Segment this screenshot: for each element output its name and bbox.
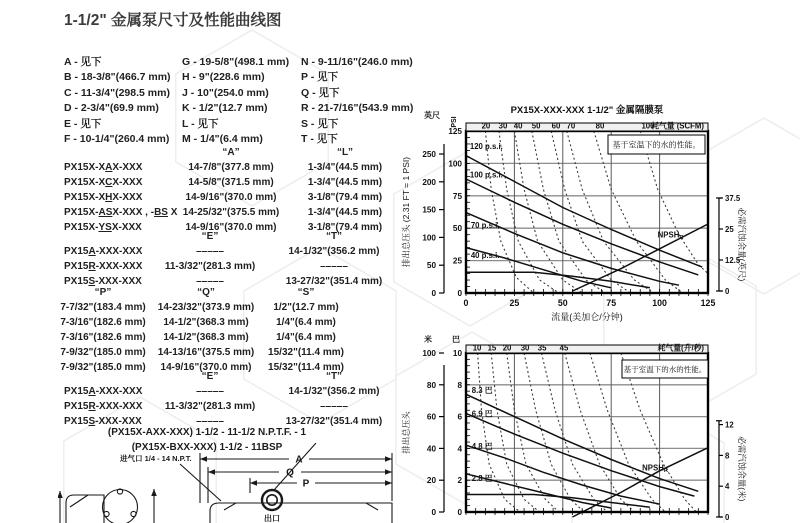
dim-p-value: 7-7/32"(183.4 mm): [60, 302, 146, 313]
svg-text:125: 125: [448, 127, 462, 136]
dim-l-value: 3-1/8"(79.4 mm): [307, 222, 383, 233]
dim-l-value: 1-3/4"(44.5 mm): [307, 207, 383, 218]
dimension-legend-col1: [64, 55, 171, 147]
dim-item: L - 见下: [182, 117, 219, 130]
dim-item: H - 9"(228.6 mm): [182, 71, 265, 84]
dim-item: N - 9-11/16"(246.0 mm): [301, 56, 413, 68]
dim-s-value: 1/2"(12.7 mm): [273, 302, 339, 313]
svg-text:20: 20: [502, 343, 512, 353]
dimension-legend-col3: [301, 55, 413, 147]
column-header-q: “Q”: [197, 287, 215, 298]
svg-text:80: 80: [595, 121, 605, 131]
svg-text:4.8 巴: 4.8 巴: [471, 442, 493, 452]
model-number: PX15S-XXX-XXX: [64, 276, 142, 287]
svg-text:60: 60: [551, 121, 561, 131]
dim-l-value: 3-1/8"(79.4 mm): [307, 192, 383, 203]
svg-text:0: 0: [725, 513, 730, 522]
svg-text:耗气量(升/秒): 耗气量(升/秒): [657, 343, 704, 353]
column-header-a: “A”: [222, 147, 240, 158]
dim-q-letter: Q: [286, 467, 294, 479]
svg-text:30: 30: [498, 121, 508, 131]
svg-text:6: 6: [457, 412, 462, 422]
dim-p-value: 7-9/32"(185.0 mm): [60, 347, 146, 358]
svg-text:20: 20: [481, 121, 491, 131]
column-header-t: “T”: [325, 371, 343, 382]
svg-text:PSI: PSI: [451, 116, 458, 128]
column-header-l: “L”: [336, 147, 354, 158]
table-p-q-s: [52, 285, 354, 375]
dim-item: A - 见下: [64, 56, 102, 68]
svg-text:100 p.s.i.: 100 p.s.i.: [469, 170, 503, 180]
svg-text:60: 60: [426, 412, 436, 422]
dim-a-value: 14-25/32"(375.5 mm): [182, 207, 280, 218]
svg-text:6.9 巴: 6.9 巴: [471, 409, 493, 419]
dim-item: E - 见下: [64, 117, 102, 130]
performance-chart-metric: [398, 323, 800, 523]
thread-spec-bsp: (PX15X-BXX-XXX) 1-1/2 - 11BSP: [131, 441, 283, 453]
model-number: PX15X-ASX-XXX , -BS X: [64, 207, 178, 218]
svg-text:100: 100: [448, 159, 462, 169]
model-number: PX15A-XXX-XXX: [64, 386, 143, 397]
svg-text:40: 40: [426, 444, 436, 454]
svg-text:排出总压头: 排出总压头: [401, 411, 411, 454]
svg-text:20: 20: [426, 476, 436, 486]
dim-item: P - 见下: [301, 71, 339, 84]
svg-text:35: 35: [537, 343, 547, 353]
svg-text:2.8 巴: 2.8 巴: [471, 473, 493, 483]
svg-text:米: 米: [424, 335, 432, 344]
dim-q-value: 14-1/2"(368.3 mm): [163, 317, 249, 328]
dim-t-value: –––––: [320, 261, 348, 272]
dim-p-value: 7-3/16"(182.6 mm): [60, 332, 146, 343]
dim-q-value: 14-23/32"(373.9 mm): [157, 302, 255, 313]
dim-s-value: 1/4"(6.4 mm): [276, 332, 336, 343]
dim-a-value: 14-9/16"(370.0 mm): [185, 192, 277, 203]
svg-text:巴: 巴: [452, 335, 460, 344]
svg-text:100: 100: [422, 233, 436, 243]
svg-text:50: 50: [452, 224, 462, 234]
model-number: PX15X-YSX-XXX: [64, 222, 142, 233]
dim-e-value: 11-3/32"(281.3 mm): [164, 261, 256, 272]
model-number: PX15X-XHX-XXX: [64, 192, 143, 203]
svg-text:70 p.s.i.: 70 p.s.i.: [470, 221, 500, 231]
svg-text:必需汽蚀余量(米): 必需汽蚀余量(米): [737, 436, 747, 502]
performance-chart-imperial: [398, 98, 800, 328]
svg-text:12: 12: [725, 420, 734, 430]
model-number: PX15R-XXX-XXX: [64, 261, 143, 272]
svg-text:120 p.s.i.: 120 p.s.i.: [469, 142, 503, 152]
svg-text:200: 200: [422, 177, 436, 187]
table-a-l: [64, 145, 398, 235]
dim-item: F - 10-1/4"(260.4 mm): [64, 133, 170, 146]
svg-text:100: 100: [641, 121, 655, 131]
svg-text:0: 0: [431, 508, 436, 517]
svg-text:NPSHR: NPSHR: [657, 230, 684, 241]
table-corner: [64, 145, 170, 160]
svg-text:70: 70: [566, 121, 576, 131]
dim-item: M - 1/4"(6.4 mm): [182, 133, 263, 146]
model-number: PX15S-XXX-XXX: [64, 416, 142, 427]
dim-s-value: 1/4"(6.4 mm): [276, 317, 336, 328]
svg-text:25: 25: [452, 256, 462, 266]
svg-text:PX15X-XXX-XXX 1-1/2" 金属隔膜泵: PX15X-XXX-XXX 1-1/2" 金属隔膜泵: [510, 105, 664, 116]
dim-item: G - 19-5/8"(498.1 mm): [182, 56, 290, 68]
column-header-t: “T”: [325, 231, 343, 242]
side-view-outline: [66, 495, 104, 523]
dim-item: B - 18-3/8"(466.7 mm): [64, 71, 171, 84]
dim-s-value: 15/32"(11.4 mm): [268, 347, 344, 358]
column-header-e: “E”: [201, 371, 219, 382]
svg-text:基于室温下的水的性能。: 基于室温下的水的性能。: [612, 140, 701, 150]
svg-text:15: 15: [487, 343, 497, 353]
table-e-t: [64, 229, 402, 289]
svg-text:50: 50: [531, 121, 541, 131]
dim-q-value: 14-13/16"(375.5 mm): [157, 347, 255, 358]
dimension-arrowheads: [58, 456, 392, 498]
dim-e-value: 11-3/32"(281.3 mm): [164, 401, 256, 412]
svg-text:40: 40: [513, 121, 523, 131]
dim-p-value: 7-9/32"(185.0 mm): [60, 362, 146, 373]
svg-text:流量(美加仑/分钟): 流量(美加仑/分钟): [551, 312, 623, 322]
svg-text:2: 2: [457, 476, 462, 486]
table-e-t-repeat: [64, 369, 402, 429]
inlet-port-label: 进气口 1/4 - 14 N.P.T.: [120, 454, 192, 463]
svg-text:英尺: 英尺: [424, 111, 440, 120]
svg-text:125: 125: [700, 298, 716, 308]
dim-p-value: 7-3/16"(182.6 mm): [60, 317, 146, 328]
dim-a-value: 14-5/8"(371.5 mm): [188, 177, 274, 188]
column-header-e: “E”: [201, 231, 219, 242]
dim-q-value: 14-1/2"(368.3 mm): [163, 332, 249, 343]
svg-text:0: 0: [431, 289, 436, 298]
dim-s-value: 15/32"(11.4 mm): [268, 362, 344, 373]
table-corner: [64, 369, 154, 384]
svg-text:50: 50: [426, 261, 436, 271]
dim-t-value: 13-27/32"(351.4 mm): [285, 276, 383, 287]
svg-text:100: 100: [652, 298, 667, 308]
outlet-port: [262, 490, 282, 510]
model-number: PX15X-XCX-XXX: [64, 177, 143, 188]
dim-t-value: 14-1/32"(356.2 mm): [288, 246, 380, 257]
svg-text:8.3 巴: 8.3 巴: [471, 385, 493, 395]
dim-item: K - 1/2"(12.7 mm): [182, 102, 268, 115]
svg-text:4: 4: [725, 482, 730, 492]
model-number: PX15X-XAX-XXX: [64, 162, 143, 173]
svg-text:必需汽蚀余量(英尺): 必需汽蚀余量(英尺): [737, 207, 747, 282]
svg-text:8: 8: [725, 451, 730, 461]
svg-text:80: 80: [426, 380, 436, 390]
dim-a-letter: A: [295, 454, 303, 466]
svg-text:排出总压头 (2.31 FT = 1 PSI): 排出总压头 (2.31 FT = 1 PSI): [401, 156, 411, 268]
dim-item: T - 见下: [301, 133, 338, 146]
dim-l-value: 1-3/4"(44.5 mm): [307, 177, 383, 188]
dim-item: Q - 见下: [301, 86, 340, 99]
dim-item: C - 11-3/4"(298.5 mm): [64, 86, 170, 99]
pump-dimension-drawing: [58, 443, 400, 523]
column-header-p: “P”: [94, 287, 112, 298]
svg-text:45: 45: [559, 343, 569, 353]
outlet-label: 出口: [264, 514, 280, 523]
svg-text:12.5: 12.5: [725, 256, 741, 265]
svg-text:75: 75: [606, 298, 617, 308]
dim-item: J - 10"(254.0 mm): [182, 86, 269, 99]
table-corner: [64, 229, 154, 244]
dim-item: D - 2-3/4"(69.9 mm): [64, 102, 159, 115]
dim-e-value: –––––: [196, 276, 224, 287]
drawing-lines: [60, 443, 392, 523]
dim-p-letter: P: [302, 478, 310, 490]
dim-e-value: –––––: [196, 416, 224, 427]
model-number: PX15A-XXX-XXX: [64, 246, 143, 257]
dim-e-value: –––––: [196, 246, 224, 257]
svg-text:8: 8: [457, 380, 462, 390]
dim-t-value: –––––: [320, 401, 348, 412]
svg-text:25: 25: [509, 298, 520, 308]
svg-text:0: 0: [725, 287, 730, 296]
dim-item: R - 21-7/16"(543.9 mm): [301, 102, 414, 115]
dim-item: S - 见下: [301, 117, 339, 130]
dim-q-value: 14-9/16"(370.0 mm): [160, 362, 252, 373]
dim-t-value: 13-27/32"(351.4 mm): [285, 416, 383, 427]
svg-text:0: 0: [457, 508, 462, 517]
svg-text:0: 0: [457, 289, 462, 298]
svg-text:基于室温下的水的性能。: 基于室温下的水的性能。: [623, 365, 707, 374]
dim-t-value: 14-1/32"(356.2 mm): [288, 386, 380, 397]
dim-l-value: 1-3/4"(44.5 mm): [307, 162, 383, 173]
dimension-legend-col2: [182, 55, 289, 147]
thread-spec-nptf: (PX15X-AXX-XXX) 1-1/2 - 11-1/2 N.P.T.F. - 1: [107, 427, 307, 438]
page-title: 1-1/2" 金属泵尺寸及性能曲线图: [64, 12, 282, 29]
svg-text:25: 25: [725, 225, 734, 234]
dim-e-value: –––––: [196, 386, 224, 397]
svg-text:4: 4: [457, 444, 462, 454]
svg-text:NPSHR: NPSHR: [642, 463, 669, 475]
model-number: PX15R-XXX-XXX: [64, 401, 143, 412]
svg-text:150: 150: [422, 205, 436, 215]
svg-text:100: 100: [422, 349, 436, 358]
column-header-s: “S”: [297, 287, 315, 298]
svg-text:250: 250: [422, 150, 436, 159]
dim-a-value: 14-9/16"(370.0 mm): [185, 222, 277, 233]
svg-text:10: 10: [452, 349, 462, 358]
svg-text:30: 30: [520, 343, 530, 353]
svg-text:75: 75: [452, 191, 462, 201]
dim-a-value: 14-7/8"(377.8 mm): [188, 162, 274, 173]
svg-text:40 p.s.i.: 40 p.s.i.: [470, 251, 500, 261]
pump-body-outline: [210, 503, 392, 523]
svg-text:耗气量 (SCFM): 耗气量 (SCFM): [651, 121, 704, 131]
svg-text:0: 0: [463, 298, 469, 308]
svg-text:37.5: 37.5: [725, 194, 741, 203]
svg-text:10: 10: [472, 343, 482, 353]
svg-text:50: 50: [557, 298, 568, 308]
